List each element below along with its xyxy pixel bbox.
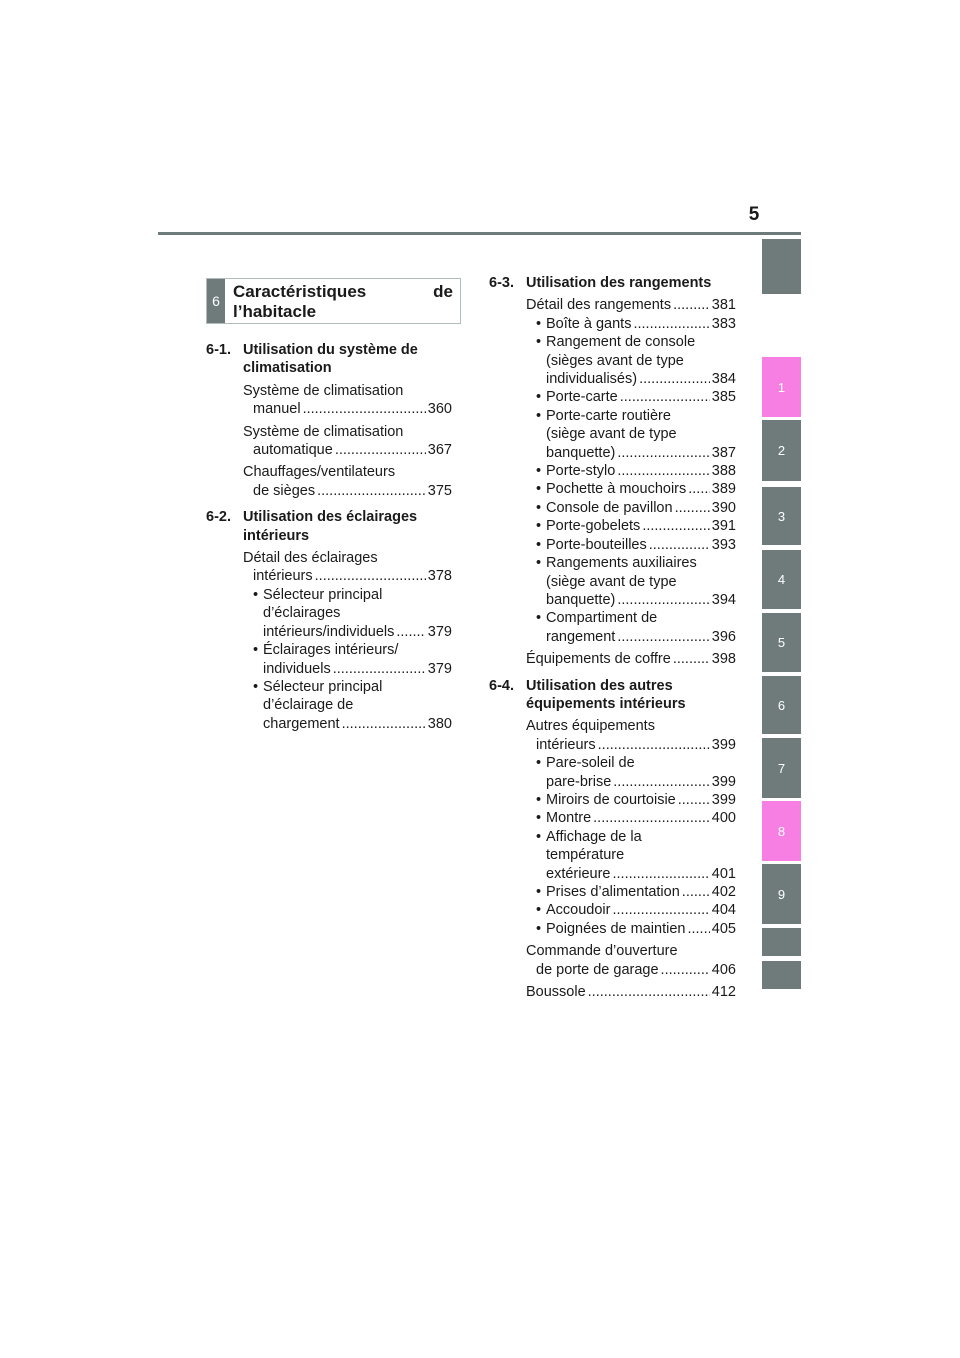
toc-item-line: Compartiment de [546, 610, 658, 627]
toc-item-text: individuels [263, 660, 331, 677]
toc-item-text: Détail des rangements [526, 297, 672, 314]
toc-item-text: banquette) [546, 591, 616, 608]
side-tab-9[interactable]: 9 [762, 864, 801, 924]
toc-item-text: intérieurs/individuels [263, 623, 395, 640]
toc-item[interactable] [243, 423, 452, 460]
toc-page-number: 385 [711, 389, 736, 406]
section-heading-box [206, 278, 461, 324]
toc-page-number: 400 [711, 810, 736, 827]
toc-item-text: Pochette à mouchoirs [546, 481, 687, 498]
side-tab-2[interactable]: 2 [762, 420, 801, 481]
toc-item-line: (sièges avant de type [546, 352, 684, 369]
toc-page-number: 384 [711, 371, 736, 388]
toc-item-line: Pare-soleil de [546, 755, 635, 772]
toc-item-line: (siège avant de type [546, 573, 677, 590]
toc-page-number: 399 [711, 791, 736, 808]
bullet: • [536, 828, 542, 845]
chapter-title-line: climatisation [243, 360, 332, 377]
toc-page-number: 367 [427, 442, 452, 459]
toc-item[interactable] [526, 717, 736, 754]
bullet: • [536, 407, 542, 424]
toc-item-text: de sièges [253, 482, 316, 499]
side-tab-5[interactable]: 5 [762, 613, 801, 672]
toc-chapter[interactable] [206, 341, 452, 378]
toc-page-number: 396 [711, 628, 736, 645]
toc-subitem[interactable] [536, 333, 736, 388]
toc-subitem[interactable] [536, 407, 736, 462]
bullet: • [253, 586, 259, 603]
side-tab-6[interactable]: 6 [762, 676, 801, 734]
toc-item-text: Porte-carte [546, 389, 618, 406]
bullet: • [536, 555, 542, 572]
toc-item-text: Prises d’alimentation [546, 884, 680, 900]
page-number: 5 [748, 204, 760, 225]
bullet: • [536, 902, 542, 919]
toc-page-number: 412 [711, 984, 736, 1001]
toc-page-number: 390 [711, 499, 736, 516]
chapter-title-line: Utilisation du système de [243, 342, 418, 358]
chapter-number: 6-2. [206, 509, 231, 526]
toc-item-line: Chauffages/ventilateurs [243, 464, 396, 481]
section-title-word1: Caractéristiques [233, 282, 367, 301]
toc-item-text: manuel [253, 401, 301, 418]
bullet: • [536, 315, 542, 332]
toc-subitem[interactable] [536, 901, 736, 919]
toc-item-line: Autres équipements [526, 718, 655, 735]
bullet: • [536, 884, 542, 900]
bullet: • [253, 678, 259, 695]
toc-page-number: 389 [711, 481, 736, 498]
side-tab-3[interactable]: 3 [762, 487, 801, 545]
section-number: 6 [207, 279, 225, 323]
section-title-word2: de [433, 282, 453, 301]
toc-subitem[interactable] [536, 480, 736, 498]
toc-item[interactable] [526, 650, 736, 668]
toc-item[interactable] [526, 296, 736, 314]
toc-subitem[interactable] [253, 678, 452, 733]
toc-item-line: Sélecteur principal [263, 586, 383, 603]
toc-item-text: Porte-gobelets [546, 518, 641, 535]
chapter-number: 6-3. [489, 275, 514, 291]
toc-item-line: Système de climatisation [243, 423, 404, 440]
toc-chapter[interactable] [489, 677, 736, 714]
toc-item-text: Porte-bouteilles [546, 536, 647, 553]
bullet: • [536, 463, 542, 480]
toc-subitem[interactable] [253, 586, 452, 641]
toc-page-number: 387 [711, 444, 736, 461]
toc-page-number: 406 [711, 961, 736, 978]
side-tab-blank-b[interactable] [762, 961, 801, 989]
toc-subitem[interactable] [536, 517, 736, 535]
chapter-title-line: intérieurs [243, 527, 310, 544]
toc-item-line: Système de climatisation [243, 382, 404, 399]
bullet: • [536, 481, 542, 498]
toc-item-text: extérieure [546, 865, 611, 882]
toc-item-text: Porte-stylo [546, 463, 616, 480]
toc-item-line: Porte-carte routière [546, 407, 671, 424]
toc-subitem[interactable] [536, 315, 736, 333]
toc-item-text: intérieurs [536, 736, 596, 753]
toc-subitem[interactable] [253, 641, 452, 678]
bullet: • [536, 755, 542, 772]
bullet: • [536, 791, 542, 808]
side-tab-blank-top[interactable] [762, 239, 801, 294]
toc-item[interactable] [243, 463, 452, 500]
toc-page-number: 399 [711, 736, 736, 753]
chapter-title-line: Utilisation des éclairages [243, 509, 418, 526]
bullet: • [536, 920, 542, 937]
toc-item-line: Éclairages intérieurs/ [263, 642, 399, 659]
toc-page-number: 393 [711, 536, 736, 553]
toc-left-column [206, 341, 452, 733]
toc-item-line: Détail des éclairages [243, 550, 378, 567]
toc-chapter[interactable] [206, 508, 452, 545]
toc-subitem[interactable] [536, 754, 736, 791]
bullet: • [536, 610, 542, 627]
side-tab-8[interactable]: 8 [762, 801, 801, 861]
bullet: • [253, 642, 259, 659]
toc-item-text: intérieurs [253, 568, 313, 585]
toc-item-text: automatique [253, 442, 333, 459]
toc-item-text: Poignées de maintien [546, 920, 686, 937]
toc-page-number: 375 [427, 482, 452, 499]
chapter-title-line: Utilisation des rangements [526, 275, 712, 291]
bullet: • [536, 518, 542, 535]
toc-subitem[interactable] [536, 499, 736, 517]
chapter-title-line: Utilisation des autres [526, 677, 673, 694]
section-title [233, 282, 453, 322]
toc-page-number: 378 [427, 568, 452, 585]
toc-subitem[interactable] [536, 462, 736, 480]
header-rule [158, 232, 801, 235]
toc-item-text: Miroirs de courtoisie [546, 791, 676, 808]
toc-page-number: 399 [711, 773, 736, 790]
toc-page-number: 405 [711, 920, 736, 937]
toc-subitem[interactable] [536, 554, 736, 609]
toc-item-line: d’éclairage de [263, 697, 354, 714]
toc-item-line: (siège avant de type [546, 426, 677, 443]
chapter-number: 6-1. [206, 342, 231, 358]
chapter-number: 6-4. [489, 677, 514, 694]
toc-item-line: Sélecteur principal [263, 678, 383, 695]
toc-page-number: 402 [711, 884, 736, 900]
bullet: • [536, 810, 542, 827]
toc-item-line: température [546, 847, 625, 864]
toc-item[interactable] [243, 382, 452, 419]
toc-page-number: 379 [427, 623, 452, 640]
toc-item-text: Console de pavillon [546, 499, 673, 516]
side-tab-1[interactable]: 1 [762, 357, 801, 417]
toc-right-column [489, 274, 736, 1001]
toc-subitem[interactable] [536, 883, 736, 901]
toc-subitem[interactable] [536, 388, 736, 406]
toc-item-text: Boîte à gants [546, 315, 632, 332]
toc-item-text: chargement [263, 715, 340, 732]
side-tab-7[interactable]: 7 [762, 738, 801, 798]
toc-page-number: 401 [711, 865, 736, 882]
toc-item-text: Boussole [526, 984, 586, 1001]
bullet: • [536, 334, 542, 351]
toc-subitem[interactable] [536, 609, 736, 646]
toc-item-text: Équipements de coffre [526, 651, 671, 668]
toc-page-number: 391 [711, 518, 736, 535]
toc-item-text: Montre [546, 810, 592, 827]
toc-item[interactable] [526, 942, 736, 979]
section-title-line2: l’habitacle [233, 302, 317, 321]
toc-item-text: Accoudoir [546, 902, 611, 919]
side-tab-blank-a[interactable] [762, 928, 801, 956]
toc-subitem[interactable] [536, 791, 736, 809]
toc-page-number: 388 [711, 463, 736, 480]
toc-page-number: 398 [711, 651, 736, 668]
toc-chapter[interactable] [489, 274, 736, 292]
toc-page-number: 380 [427, 715, 452, 732]
bullet: • [536, 389, 542, 406]
toc-subitem[interactable] [536, 536, 736, 554]
toc-page-number: 381 [711, 297, 736, 314]
toc-page-number: 379 [427, 660, 452, 677]
toc-item-text: de porte de garage [536, 961, 659, 978]
toc-page-number: 394 [711, 591, 736, 608]
toc-item-text: pare-brise [546, 773, 612, 790]
toc-item-text: individualisés) [546, 371, 638, 388]
toc-subitem[interactable] [536, 809, 736, 827]
side-tab-4[interactable]: 4 [762, 550, 801, 609]
toc-item-text: banquette) [546, 444, 616, 461]
toc-item-line: Commande d’ouverture [526, 943, 678, 960]
toc-subitem[interactable] [536, 920, 736, 938]
toc-item-line: d’éclairages [263, 605, 341, 622]
toc-item-line: Rangement de console [546, 334, 696, 351]
toc-item[interactable] [243, 549, 452, 586]
bullet: • [536, 499, 542, 516]
toc-item[interactable] [526, 983, 736, 1001]
bullet: • [536, 536, 542, 553]
toc-page-number: 383 [711, 315, 736, 332]
toc-item-line: Rangements auxiliaires [546, 555, 697, 572]
toc-item-line: Affichage de la [546, 828, 642, 845]
chapter-title-line: équipements intérieurs [526, 695, 686, 712]
toc-page-number: 360 [427, 401, 452, 418]
toc-page-number: 404 [711, 902, 736, 919]
toc-subitem[interactable] [536, 828, 736, 883]
toc-item-text: rangement [546, 628, 616, 645]
